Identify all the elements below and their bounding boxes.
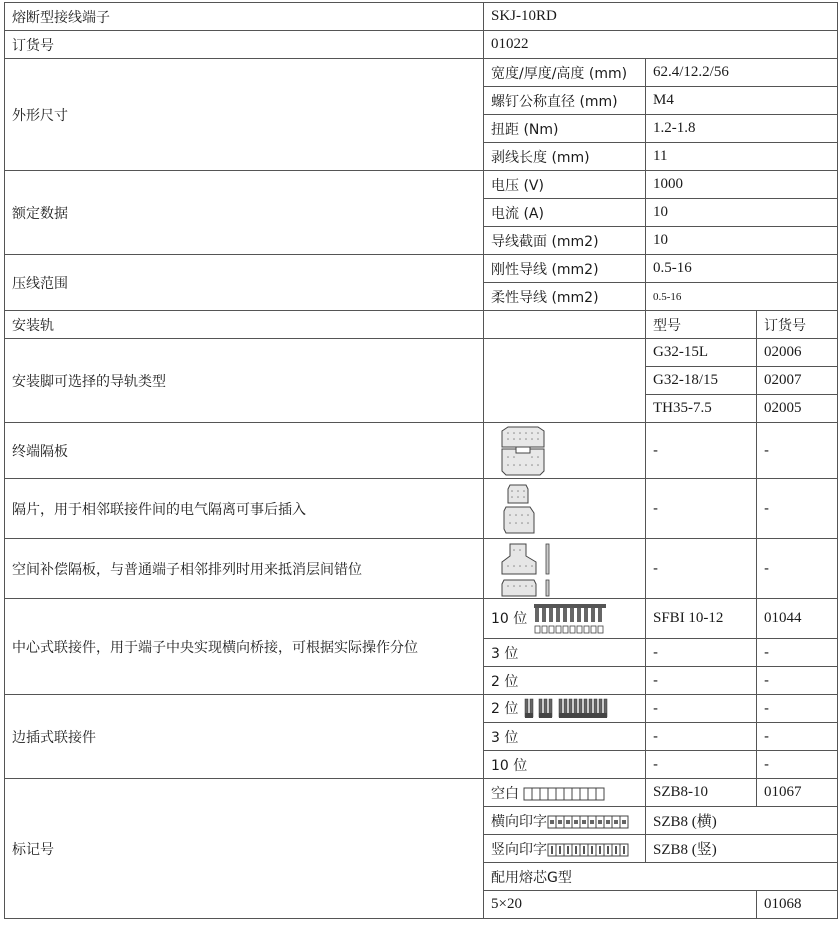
marker-name: 空白 — [491, 785, 519, 802]
dim-value: 62.4/12.2/56 — [646, 59, 838, 87]
dim-name: 宽度/厚度/高度 (mm) — [484, 59, 646, 87]
separator-model: - — [646, 479, 757, 539]
end-plate-row — [5, 423, 838, 479]
rated-row — [5, 171, 838, 199]
end-plate-image — [484, 423, 646, 479]
edge-jumper-label: 边插式联接件 — [5, 695, 484, 779]
edge-jumper-model: - — [646, 723, 757, 751]
dim-value: 11 — [646, 143, 838, 171]
fuse-size: 5×20 — [484, 891, 757, 919]
rail-col-order: 订货号 — [757, 311, 838, 339]
rail-label: 安装轨 — [5, 311, 484, 339]
marker-row — [5, 779, 838, 807]
rated-value: 10 — [646, 227, 838, 255]
order-no-value: 01022 — [484, 31, 838, 59]
row-order-no — [5, 31, 838, 59]
clamp-value: 0.5-16 — [646, 283, 838, 311]
rated-name: 电流 (A) — [484, 199, 646, 227]
product-title: 熔断型接线端子 — [5, 3, 484, 31]
offset-plate-row — [5, 539, 838, 599]
edge-jumper-order: - — [757, 723, 838, 751]
marker-name-cell — [484, 807, 646, 835]
separator-order: - — [757, 479, 838, 539]
edge-jumper-order: - — [757, 695, 838, 723]
fuse-order: 01068 — [757, 891, 838, 919]
center-jumper-pos-cell — [484, 599, 646, 639]
rail-model: G32-15L — [646, 339, 757, 367]
dim-name: 螺钉公称直径 (mm) — [484, 87, 646, 115]
clamp-name: 刚性导线 (mm2) — [484, 255, 646, 283]
dim-value: 1.2-1.8 — [646, 115, 838, 143]
clamp-row — [5, 255, 838, 283]
marker-horizontal-icon — [547, 815, 629, 829]
rated-label: 额定数据 — [5, 171, 484, 255]
edge-jumper-pos: 10 位 — [484, 751, 646, 779]
rail-order: 02005 — [757, 395, 838, 423]
center-jumper-row — [5, 599, 838, 639]
clamp-value: 0.5-16 — [646, 255, 838, 283]
edge-jumper-model: - — [646, 695, 757, 723]
rail-header-row — [5, 311, 838, 339]
marker-name: 竖向印字 — [491, 841, 547, 858]
rated-value: 1000 — [646, 171, 838, 199]
separator-image — [484, 479, 646, 539]
product-model: SKJ-10RD — [484, 3, 838, 31]
marker-model: SZB8-10 — [646, 779, 757, 807]
rail-type-row — [5, 339, 838, 367]
rail-empty-cell — [484, 311, 646, 339]
marker-vertical-icon — [547, 843, 629, 857]
center-jumper-model: - — [646, 639, 757, 667]
marker-name-cell — [484, 779, 646, 807]
center-jumper-order: 01044 — [757, 599, 838, 639]
rail-types-empty-cell — [484, 339, 646, 423]
marker-name-cell — [484, 835, 646, 863]
center-jumper-label: 中心式联接件，用于端子中央实现横向桥接，可根据实际操作分位 — [5, 599, 484, 695]
center-jumper-pos: 2 位 — [484, 667, 646, 695]
offset-plate-order: - — [757, 539, 838, 599]
separator-label: 隔片，用于相邻联接件间的电气隔离可事后插入 — [5, 479, 484, 539]
clamp-label: 压线范围 — [5, 255, 484, 311]
edge-jumper-row — [5, 695, 838, 723]
spec-table — [4, 2, 838, 919]
rail-order: 02007 — [757, 367, 838, 395]
center-jumper-pos: 10 位 — [491, 610, 528, 627]
rated-name: 电压 (V) — [484, 171, 646, 199]
end-plate-model: - — [646, 423, 757, 479]
clamp-name: 柔性导线 (mm2) — [484, 283, 646, 311]
center-jumper-order: - — [757, 667, 838, 695]
center-jumper-pos: 3 位 — [484, 639, 646, 667]
marker-label: 标记号 — [5, 779, 484, 919]
marker-order: 01067 — [757, 779, 838, 807]
rail-types-label: 安装脚可选择的导轨类型 — [5, 339, 484, 423]
offset-plate-label: 空间补偿隔板，与普通端子相邻排列时用来抵消层间错位 — [5, 539, 484, 599]
rated-value: 10 — [646, 199, 838, 227]
center-jumper-icon — [532, 602, 608, 636]
dimensions-label: 外形尺寸 — [5, 59, 484, 171]
edge-jumper-icon — [523, 697, 635, 721]
rail-order: 02006 — [757, 339, 838, 367]
end-plate-label: 终端隔板 — [5, 423, 484, 479]
edge-jumper-order: - — [757, 751, 838, 779]
end-plate-order: - — [757, 423, 838, 479]
offset-plate-model: - — [646, 539, 757, 599]
fuse-label: 配用熔芯G型 — [484, 863, 838, 891]
rail-model: G32-18/15 — [646, 367, 757, 395]
rail-model: TH35-7.5 — [646, 395, 757, 423]
center-jumper-model: - — [646, 667, 757, 695]
center-jumper-model: SFBI 10-12 — [646, 599, 757, 639]
dim-row — [5, 59, 838, 87]
edge-jumper-model: - — [646, 751, 757, 779]
dim-name: 扭距 (Nm) — [484, 115, 646, 143]
center-jumper-order: - — [757, 639, 838, 667]
order-no-label: 订货号 — [5, 31, 484, 59]
marker-model: SZB8 (竖) — [646, 835, 838, 863]
separator-row — [5, 479, 838, 539]
row-title — [5, 3, 838, 31]
dim-value: M4 — [646, 87, 838, 115]
marker-blank-icon — [523, 787, 605, 801]
edge-jumper-pos: 2 位 — [491, 700, 519, 717]
rated-name: 导线截面 (mm2) — [484, 227, 646, 255]
edge-jumper-pos-cell — [484, 695, 646, 723]
rail-col-model: 型号 — [646, 311, 757, 339]
offset-plate-image — [484, 539, 646, 599]
dim-name: 剥线长度 (mm) — [484, 143, 646, 171]
edge-jumper-pos: 3 位 — [484, 723, 646, 751]
marker-model: SZB8 (横) — [646, 807, 838, 835]
marker-name: 横向印字 — [491, 813, 547, 830]
